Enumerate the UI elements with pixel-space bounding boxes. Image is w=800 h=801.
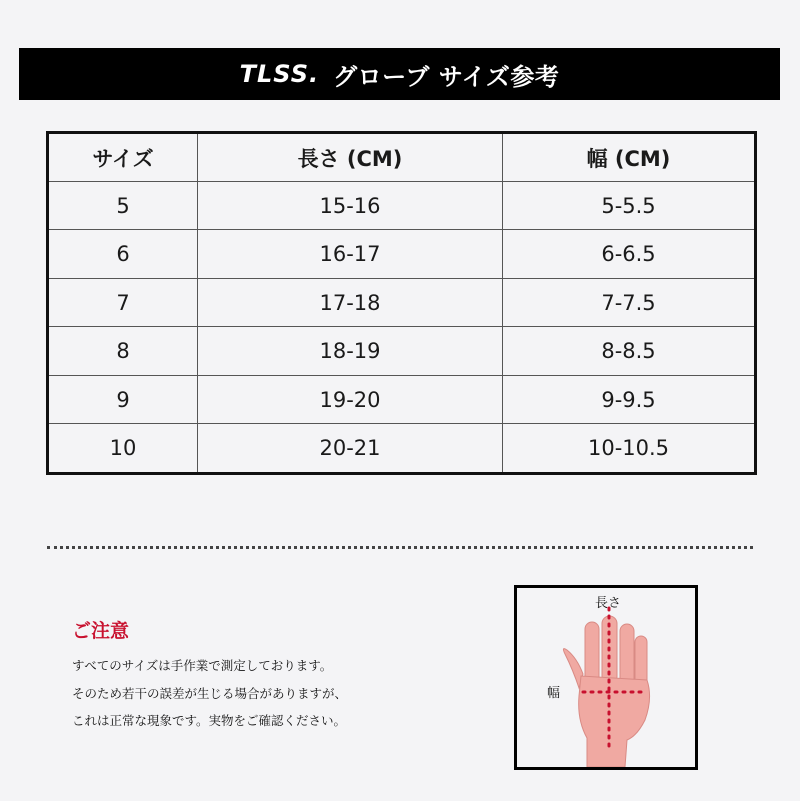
cell-length: 20-21 <box>198 424 503 474</box>
notice-line: すべてのサイズは手作業で測定しております。 <box>72 658 333 673</box>
header-width: 幅 (CM) <box>503 133 756 182</box>
dotted-divider <box>47 546 753 549</box>
cell-size: 10 <box>48 424 198 474</box>
header-length: 長さ (CM) <box>198 133 503 182</box>
notice-line: これは正常な現象です。実物をご確認ください。 <box>72 713 347 728</box>
cell-length: 18-19 <box>198 327 503 375</box>
cell-size: 5 <box>48 182 198 230</box>
cell-width: 7-7.5 <box>503 278 756 326</box>
title-banner <box>19 48 780 100</box>
table-row <box>48 278 756 326</box>
size-chart-table <box>46 131 757 475</box>
length-label: 長さ <box>595 596 622 611</box>
cell-width: 5-5.5 <box>503 182 756 230</box>
cell-length: 19-20 <box>198 375 503 423</box>
cell-size: 6 <box>48 230 198 278</box>
table-row <box>48 424 756 474</box>
table-row <box>48 375 756 423</box>
cell-length: 15-16 <box>198 182 503 230</box>
table-row <box>48 327 756 375</box>
hand-measurement-diagram <box>514 585 698 770</box>
hand-illustration <box>517 588 695 767</box>
cell-width: 9-9.5 <box>503 375 756 423</box>
cell-width: 8-8.5 <box>503 327 756 375</box>
banner-title: グローブ サイズ参考 <box>333 62 560 91</box>
width-label: 幅 <box>547 686 561 701</box>
header-size: サイズ <box>48 133 198 182</box>
cell-length: 16-17 <box>198 230 503 278</box>
brand-logo: TLSS. <box>239 60 320 88</box>
cell-size: 8 <box>48 327 198 375</box>
cell-size: 9 <box>48 375 198 423</box>
cell-size: 7 <box>48 278 198 326</box>
table-row <box>48 230 756 278</box>
notice-title: ご注意 <box>72 620 130 642</box>
cell-length: 17-18 <box>198 278 503 326</box>
table-header-row <box>48 133 756 182</box>
cell-width: 6-6.5 <box>503 230 756 278</box>
notice-line: そのため若干の誤差が生じる場合がありますが、 <box>72 686 348 701</box>
cell-width: 10-10.5 <box>503 424 756 474</box>
table-row <box>48 182 756 230</box>
